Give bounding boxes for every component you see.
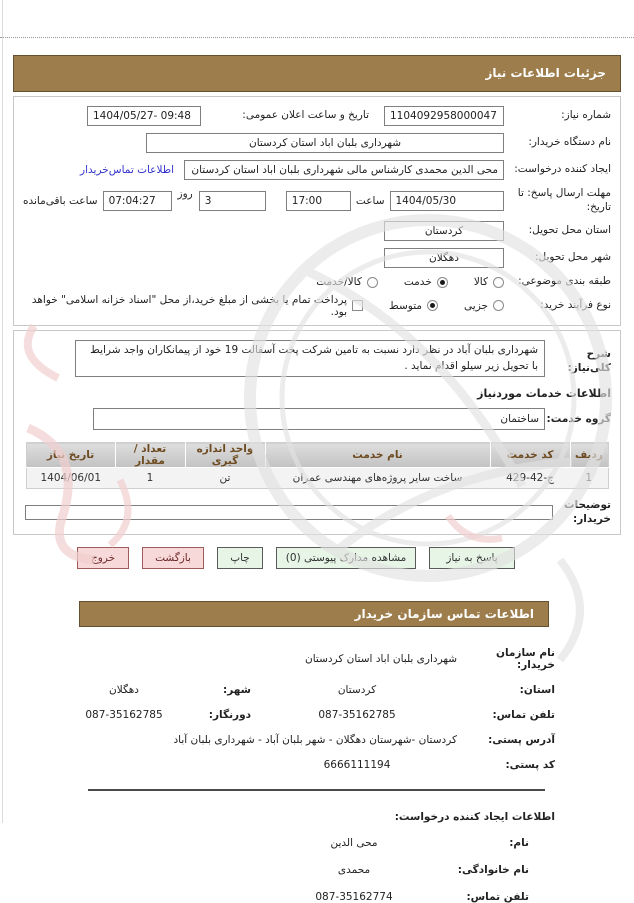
classification-row xyxy=(23,275,611,289)
purchase-process-row xyxy=(23,294,611,318)
deadline-days-field[interactable]: 3 xyxy=(199,191,266,211)
medium-radio[interactable] xyxy=(427,300,438,311)
section1-title: جزئیات اطلاعات نیاز xyxy=(485,66,606,80)
phone-value: 087-35162785 xyxy=(318,708,396,721)
response-deadline-label: مهلت ارسال پاسخ: تا تاریخ: xyxy=(517,187,611,213)
section-divider-line xyxy=(88,789,545,791)
delivery-province-row xyxy=(23,221,611,241)
buyer-contact-info xyxy=(79,647,555,771)
classification-option-goods xyxy=(474,276,504,288)
services-table xyxy=(26,442,609,489)
respond-to-need-button[interactable]: پاسخ به نیاز xyxy=(429,547,515,569)
goods-service-radio-label: کالا/خدمت xyxy=(316,276,362,289)
province-label: استان: xyxy=(519,683,555,696)
col-header-service-name[interactable]: نام خدمت xyxy=(265,443,490,468)
creator-phone-label: تلفن تماس: xyxy=(466,890,529,903)
goods-radio[interactable] xyxy=(493,277,504,288)
need-number-field[interactable]: 1104092958000047 xyxy=(384,106,504,126)
deadline-date-field[interactable]: 1404/05/30 xyxy=(390,191,505,211)
back-button[interactable]: بازگشت xyxy=(142,547,204,569)
need-number-label: شماره نیاز: xyxy=(561,109,611,122)
phone-label: تلفن تماس: xyxy=(492,708,555,721)
request-creator-field[interactable]: محی الدین محمدی کارشناس مالی شهرداری بلبان اباد استان کردستان xyxy=(184,160,504,180)
cell-need-date: 1404/06/01 xyxy=(26,468,115,489)
classification-option-service xyxy=(404,276,448,288)
delivery-province-label: استان محل تحویل: xyxy=(528,224,611,237)
treasury-checkbox[interactable] xyxy=(352,300,363,311)
announce-datetime-label: تاریخ و ساعت اعلان عمومی: xyxy=(242,109,369,122)
services-panel xyxy=(13,330,621,535)
city-label: شهر: xyxy=(223,683,251,696)
exit-button[interactable]: خروج xyxy=(77,547,129,569)
request-creator-row xyxy=(23,160,611,180)
city-value: دهگلان xyxy=(109,683,139,696)
service-group-field[interactable]: ساختمان xyxy=(93,408,545,430)
cell-quantity: 1 xyxy=(115,468,185,489)
buyer-org-name-label: نام سازمان خریدار: xyxy=(496,646,555,671)
action-buttons-row xyxy=(0,547,515,569)
need-number-row xyxy=(23,106,611,126)
deadline-hour-label: ساعت xyxy=(355,194,385,207)
request-creator-label: ایجاد کننده درخواست: xyxy=(514,163,611,176)
service-radio[interactable] xyxy=(437,277,448,288)
creator-info-title: اطلاعات ایجاد کننده درخواست: xyxy=(394,810,555,823)
description-row xyxy=(23,340,611,378)
description-field[interactable]: شهرداری بلبان آباد در نظر دارد نسبت به تامین شرکت پخت آسفالت 19 خود از پیمانکاران واجد شرایط با تحویل زیر سیلو اقدام نماید . xyxy=(75,340,545,378)
creator-info-section xyxy=(105,837,529,903)
postal-code-label: کد پستی: xyxy=(505,758,555,771)
last-name-value: محمدی xyxy=(337,863,371,876)
last-name-label: نام خانوادگی: xyxy=(457,863,529,876)
col-header-quantity[interactable]: تعداد / مقدار xyxy=(115,443,185,468)
goods-radio-label: کالا xyxy=(473,276,488,289)
buyer-org-field[interactable]: شهرداری بلبان اباد استان کردستان xyxy=(146,133,504,153)
postal-code-value: 6666111194 xyxy=(323,758,391,771)
view-attached-docs-button[interactable]: مشاهده مدارک پیوستی (0) xyxy=(276,547,416,569)
postal-address-value: کردستان -شهرستان دهگلان - شهر بلبان آباد - شهرداری بلبان آباد xyxy=(173,733,457,746)
process-option-medium xyxy=(389,300,438,312)
col-header-unit[interactable]: واحد اندازه گیری xyxy=(185,443,265,468)
medium-radio-label: متوسط xyxy=(389,299,423,312)
print-button[interactable]: چاپ xyxy=(217,547,263,569)
cell-service-name: ساخت سایر پروژه‌های مهندسی عمران xyxy=(265,468,490,489)
cell-unit: تن xyxy=(185,468,265,489)
buyer-org-name-value: شهرداری بلبان اباد استان کردستان xyxy=(305,652,457,665)
table-row xyxy=(26,468,608,489)
buyer-notes-label: توضیحات خریدار: xyxy=(563,499,611,525)
need-info-panel xyxy=(13,96,621,326)
creator-phone-value: 087-35162774 xyxy=(315,890,393,903)
first-name-value: محی الدین xyxy=(330,836,378,849)
deadline-time-field[interactable]: 17:00 xyxy=(286,191,351,211)
section2-title: اطلاعات تماس سازمان خریدار xyxy=(354,606,534,621)
services-table-header-row xyxy=(26,443,608,468)
postal-address-label: آدرس پستی: xyxy=(488,733,555,746)
fax-value: 087-35162785 xyxy=(85,708,163,721)
process-option-partial xyxy=(464,300,504,312)
buyer-notes-row xyxy=(23,499,611,525)
service-group-label: گروه خدمت: xyxy=(546,412,611,425)
buyer-org-label: نام دستگاه خریدار: xyxy=(528,136,611,149)
services-section-title: اطلاعات خدمات موردنیاز xyxy=(477,387,611,401)
classification-label: طبقه بندی موضوعی: xyxy=(518,275,611,288)
delivery-city-field[interactable]: دهگلان xyxy=(384,248,504,268)
fax-label: دورنگار: xyxy=(208,708,251,721)
partial-radio-label: جزیی xyxy=(464,299,488,312)
province-value: کردستان xyxy=(337,683,377,696)
cell-row-number: 1 xyxy=(570,468,608,489)
buyer-notes-field[interactable] xyxy=(25,505,553,520)
description-label: شرح کلی‌نیاز: xyxy=(567,347,611,374)
classification-option-goods-service xyxy=(316,276,378,288)
buyer-contact-link[interactable]: اطلاعات تماس‌خریدار xyxy=(80,164,174,176)
delivery-city-row xyxy=(23,248,611,268)
col-header-service-code[interactable]: کد خدمت xyxy=(490,443,570,468)
remaining-time-field[interactable]: 07:04:27 xyxy=(103,191,172,211)
announce-datetime-field[interactable]: 1404/05/27- 09:48 xyxy=(87,106,201,126)
remaining-hours-label: ساعت باقی‌مانده xyxy=(23,194,98,207)
buyer-org-row xyxy=(23,133,611,153)
delivery-city-label: شهر محل تحویل: xyxy=(535,251,611,264)
service-group-row xyxy=(23,408,611,430)
section-header-need-details xyxy=(13,55,621,92)
goods-service-radio[interactable] xyxy=(367,277,378,288)
treasury-note: پرداخت تمام یا بخشی از مبلغ خرید،از محل "اسناد خزانه اسلامی" خواهد بود. xyxy=(31,293,348,318)
purchase-process-label: نوع فرآیند خرید: xyxy=(540,299,611,312)
service-radio-label: خدمت xyxy=(403,276,432,289)
col-header-need-date[interactable]: تاریخ نیاز xyxy=(26,443,115,468)
partial-radio[interactable] xyxy=(493,300,504,311)
section-header-buyer-contact xyxy=(79,601,549,627)
first-name-label: نام: xyxy=(509,836,529,849)
delivery-province-field[interactable]: کردستان xyxy=(384,221,504,241)
treasury-option xyxy=(23,294,363,318)
response-deadline-row xyxy=(23,187,611,214)
col-header-row-number[interactable]: ردیف xyxy=(570,443,608,468)
deadline-day-unit-label: روز xyxy=(177,187,193,200)
cell-service-code: ج-42-429 xyxy=(490,468,570,489)
